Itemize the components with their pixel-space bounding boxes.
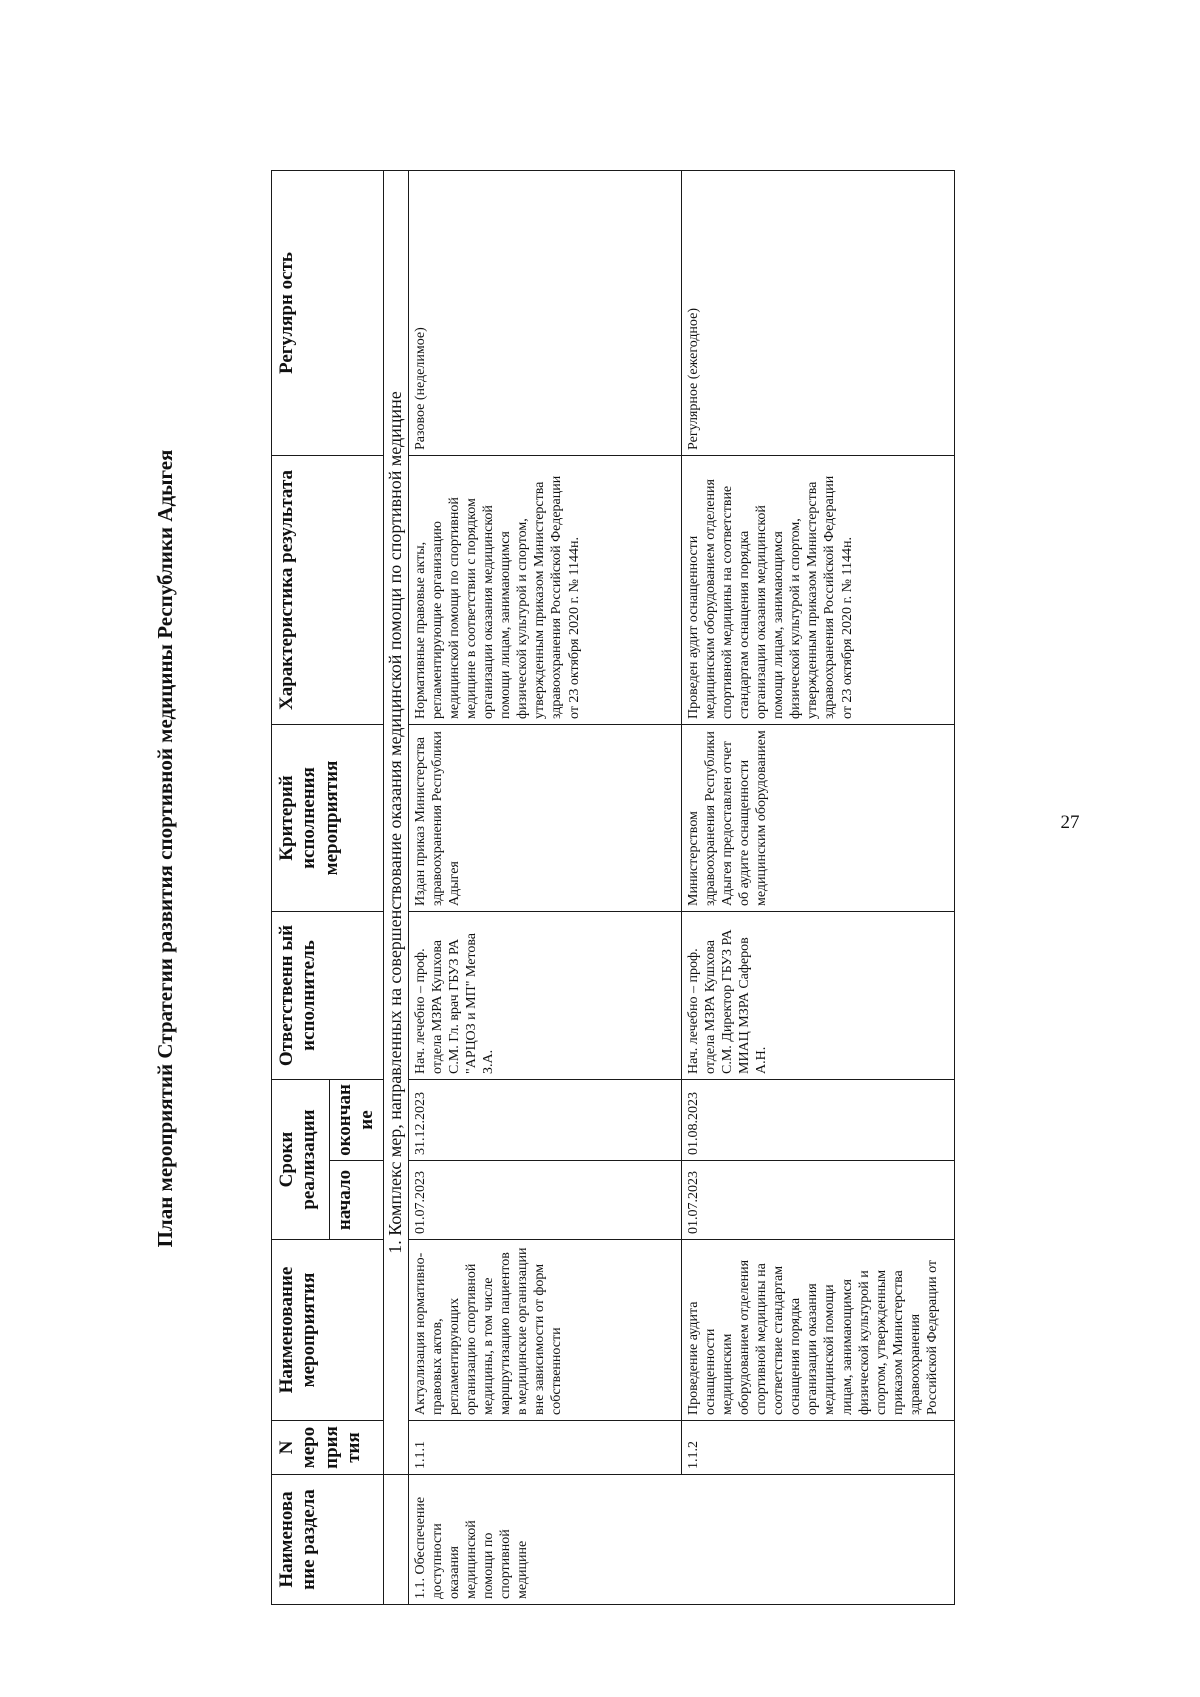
regularity-cell: Разовое (неделимое)	[408, 171, 681, 456]
event-name-cell: Актуализация нормативно-правовых актов, регламентирующих организацию спортивной медицины, в том числе маршрутизацию пациентов в медицинские организации вне зависимости от форм собственности	[408, 1240, 681, 1421]
end-date-cell: 31.12.2023	[408, 1080, 681, 1161]
header-end: окончан ие	[330, 1080, 384, 1161]
criterion-cell: Издан приказ Министерства здравоохранения Республики Адыгея	[408, 725, 681, 912]
page-number: 27	[1060, 812, 1080, 833]
regularity-cell: Регулярное (ежегодное)	[681, 171, 954, 456]
table-row	[681, 171, 954, 1605]
header-timeline: Сроки реализации	[272, 1080, 330, 1240]
result-cell: Нормативные правовые акты, регламентирующие организацию медицинской помощи по спортивной медицине в соответствии с порядком организации оказания медицинской помощи лицам, занимающимся физической культурой и спортом, утвержденным приказом Министерства здравоохранения Российской Федерации от 23 октября 2020 г. № 1144н.	[408, 456, 681, 725]
header-event-number: N меро прия тия	[272, 1421, 384, 1475]
header-section-name: Наименова ние раздела	[272, 1475, 384, 1605]
section-name-cell: 1.1. Обеспечение доступности оказания медицинской помощи по спортивной медицине	[408, 1475, 954, 1605]
document-title: План мероприятий Стратегии развития спортивной медицины Республики Адыгея	[153, 449, 177, 1248]
start-date-cell: 01.07.2023	[681, 1161, 954, 1240]
event-number-cell: 1.1.1	[408, 1421, 681, 1475]
header-start: начало	[330, 1161, 384, 1240]
responsible-cell: Нач. лечебно – проф. отдела МЗРА Кушхова С.М. Гл. врач ГБУЗ РА "АРЦОЗ и МП" Метова З.А.	[408, 912, 681, 1080]
table-row	[408, 171, 681, 1605]
start-date-cell: 01.07.2023	[408, 1161, 681, 1240]
end-date-cell: 01.08.2023	[681, 1080, 954, 1161]
header-responsible: Ответственн ый исполнитель	[272, 912, 384, 1080]
event-name-cell: Проведение аудита оснащенности медицинским оборудованием отделения спортивной медицины на соответствие стандартам оснащения порядка организации оказания медицинской помощи лицам, занимающимся физической культурой и спортом, утвержденным приказом Министерства здравоохранения Российской Федерации от	[681, 1240, 954, 1421]
event-number-cell: 1.1.2	[681, 1421, 954, 1475]
header-event-name: Наименование мероприятия	[272, 1240, 384, 1421]
criterion-cell: Министерством здравоохранения Республики Адыгея предоставлен отчет об аудите оснащенности медицинским оборудованием	[681, 725, 954, 912]
header-criterion: Критерий исполнения мероприятия	[272, 725, 384, 912]
section-heading: 1. Комплекс мер, направленных на совершенствование оказания медицинской помощи по спортивной медицине	[383, 171, 408, 1475]
result-cell: Проведен аудит оснащенности медицинским оборудованием отделения спортивной медицины на соответствие стандартам оснащения порядка организации оказания медицинской помощи лицам, занимающимся физической культурой и спортом, утвержденным приказом Министерства здравоохранения Российской Федерации от 23 октября 2020 г. № 1144н.	[681, 456, 954, 725]
responsible-cell: Нач. лечебно – проф. отдела МЗРА Кушхова С.М. Директор ГБУЗ РА МИАЦ МЗРА Саферов А.Н.	[681, 912, 954, 1080]
activity-plan-table	[271, 170, 955, 1605]
section-spacer-cell	[383, 1475, 408, 1605]
header-result: Характеристика результата	[272, 456, 384, 725]
header-regularity: Регулярн ость	[272, 171, 384, 456]
